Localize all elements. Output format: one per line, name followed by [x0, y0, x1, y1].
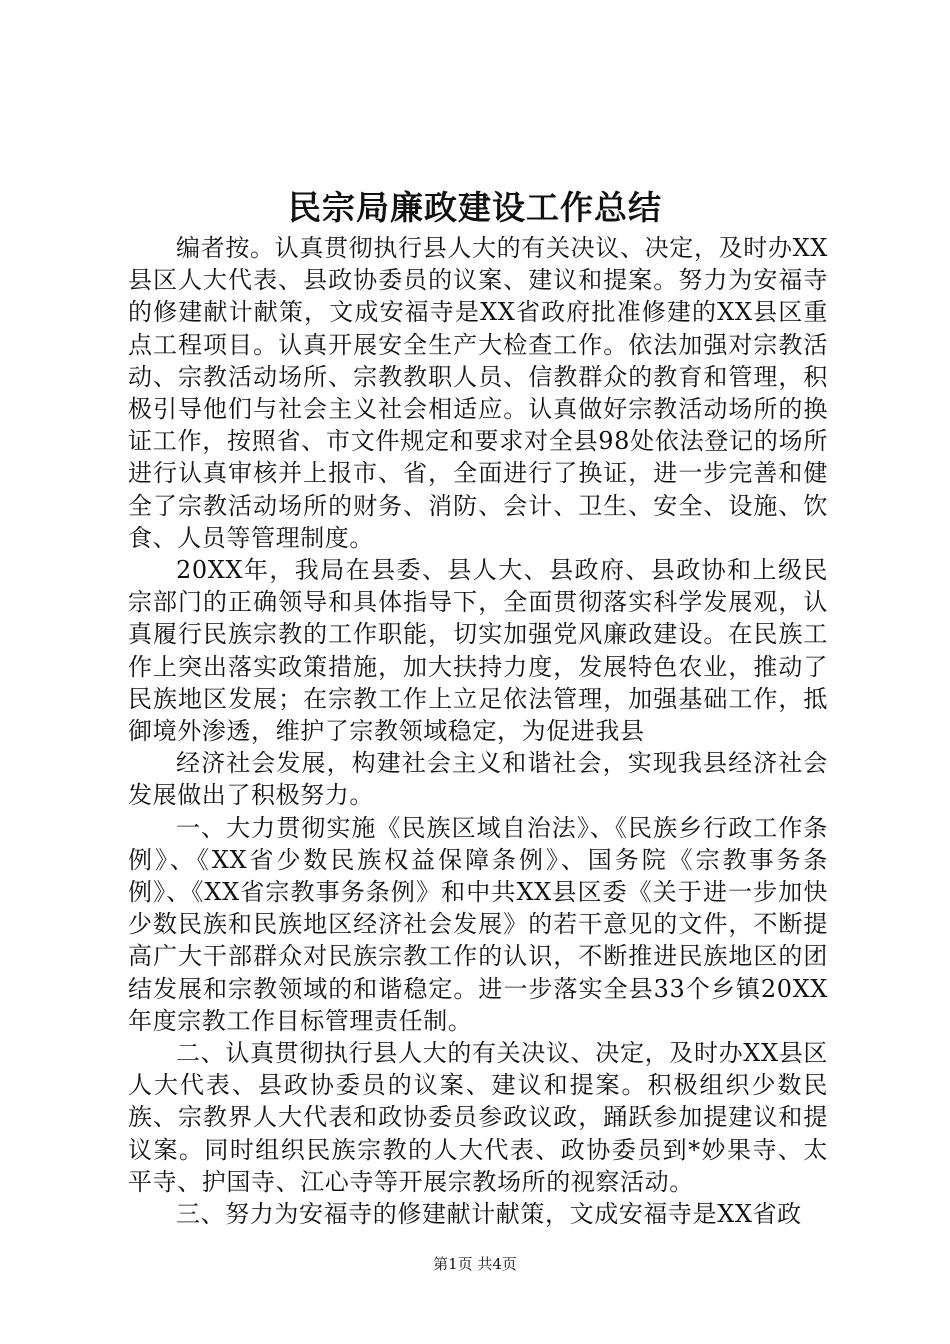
paragraph-section-three: 三、努力为安福寺的修建献计献策，文成安福寺是XX省政	[176, 1200, 802, 1229]
paragraph-section-one: 一、大力贯彻实施《民族区域自治法》、《民族乡行政工作条例》、《XX省少数民族权益保障条例》、国务院《宗教事务条例》、《XX省宗教事务条例》和中共XX县区委《关于进一步加快少数民族和民族地区经济社会发展》的若干意见的文件，不断提高广大干部群众对民族宗教工作的认识，不断推进民族地区的团结发展和宗教领域的和谐稳定。进一步落实全县33个乡镇20XX年度宗教工作目标管理责任制。	[128, 813, 828, 1035]
document-title: 民宗局廉政建设工作总结	[288, 188, 662, 227]
page-number-footer: 第1页 共4页	[433, 1255, 517, 1273]
paragraph-overview: 20XX年，我局在县委、县人大、县政府、县政协和上级民宗部门的正确领导和具体指导下，全面贯彻落实科学发展观，认真履行民族宗教的工作职能，切实加强党风廉政建设。在民族工作上突出落实政策措施，加大扶持力度，发展特色农业，推动了民族地区发展；在宗教工作上立足依法管理，加强基础工作，抵御境外渗透，维护了宗教领域稳定，为促进我县	[128, 556, 828, 746]
paragraph-section-two: 二、认真贯彻执行县人大的有关决议、决定，及时办XX县区人大代表、县政协委员的议案、建议和提案。积极组织少数民族、宗教界人大代表和政协委员参政议政，踊跃参加提建议和提议案。同时组织民族宗教的人大代表、政协委员到*妙果寺、太平寺、护国寺、江心寺等开展宗教场所的视察活动。	[128, 1039, 828, 1196]
paragraph-editor-note: 编者按。认真贯彻执行县人大的有关决议、决定，及时办XX县区人大代表、县政协委员的议案、建议和提案。努力为安福寺的修建献计献策，文成安福寺是XX省政府批准修建的XX县区重点工程项目。认真开展安全生产大检查工作。依法加强对宗教活动、宗教活动场所、宗教教职人员、信教群众的教育和管理，积极引导他们与社会主义社会相适应。认真做好宗教活动场所的换证工作，按照省、市文件规定和要求对全县98处依法登记的场所进行认真审核并上报市、省，全面进行了换证，进一步完善和健全了宗教活动场所的财务、消防、会计、卫生、安全、设施、饮食、人员等管理制度。	[128, 234, 828, 552]
document-body	[128, 232, 828, 1230]
paragraph-overview-continued: 经济社会发展，构建社会主义和谐社会，实现我县经济社会发展做出了积极努力。	[128, 749, 828, 810]
